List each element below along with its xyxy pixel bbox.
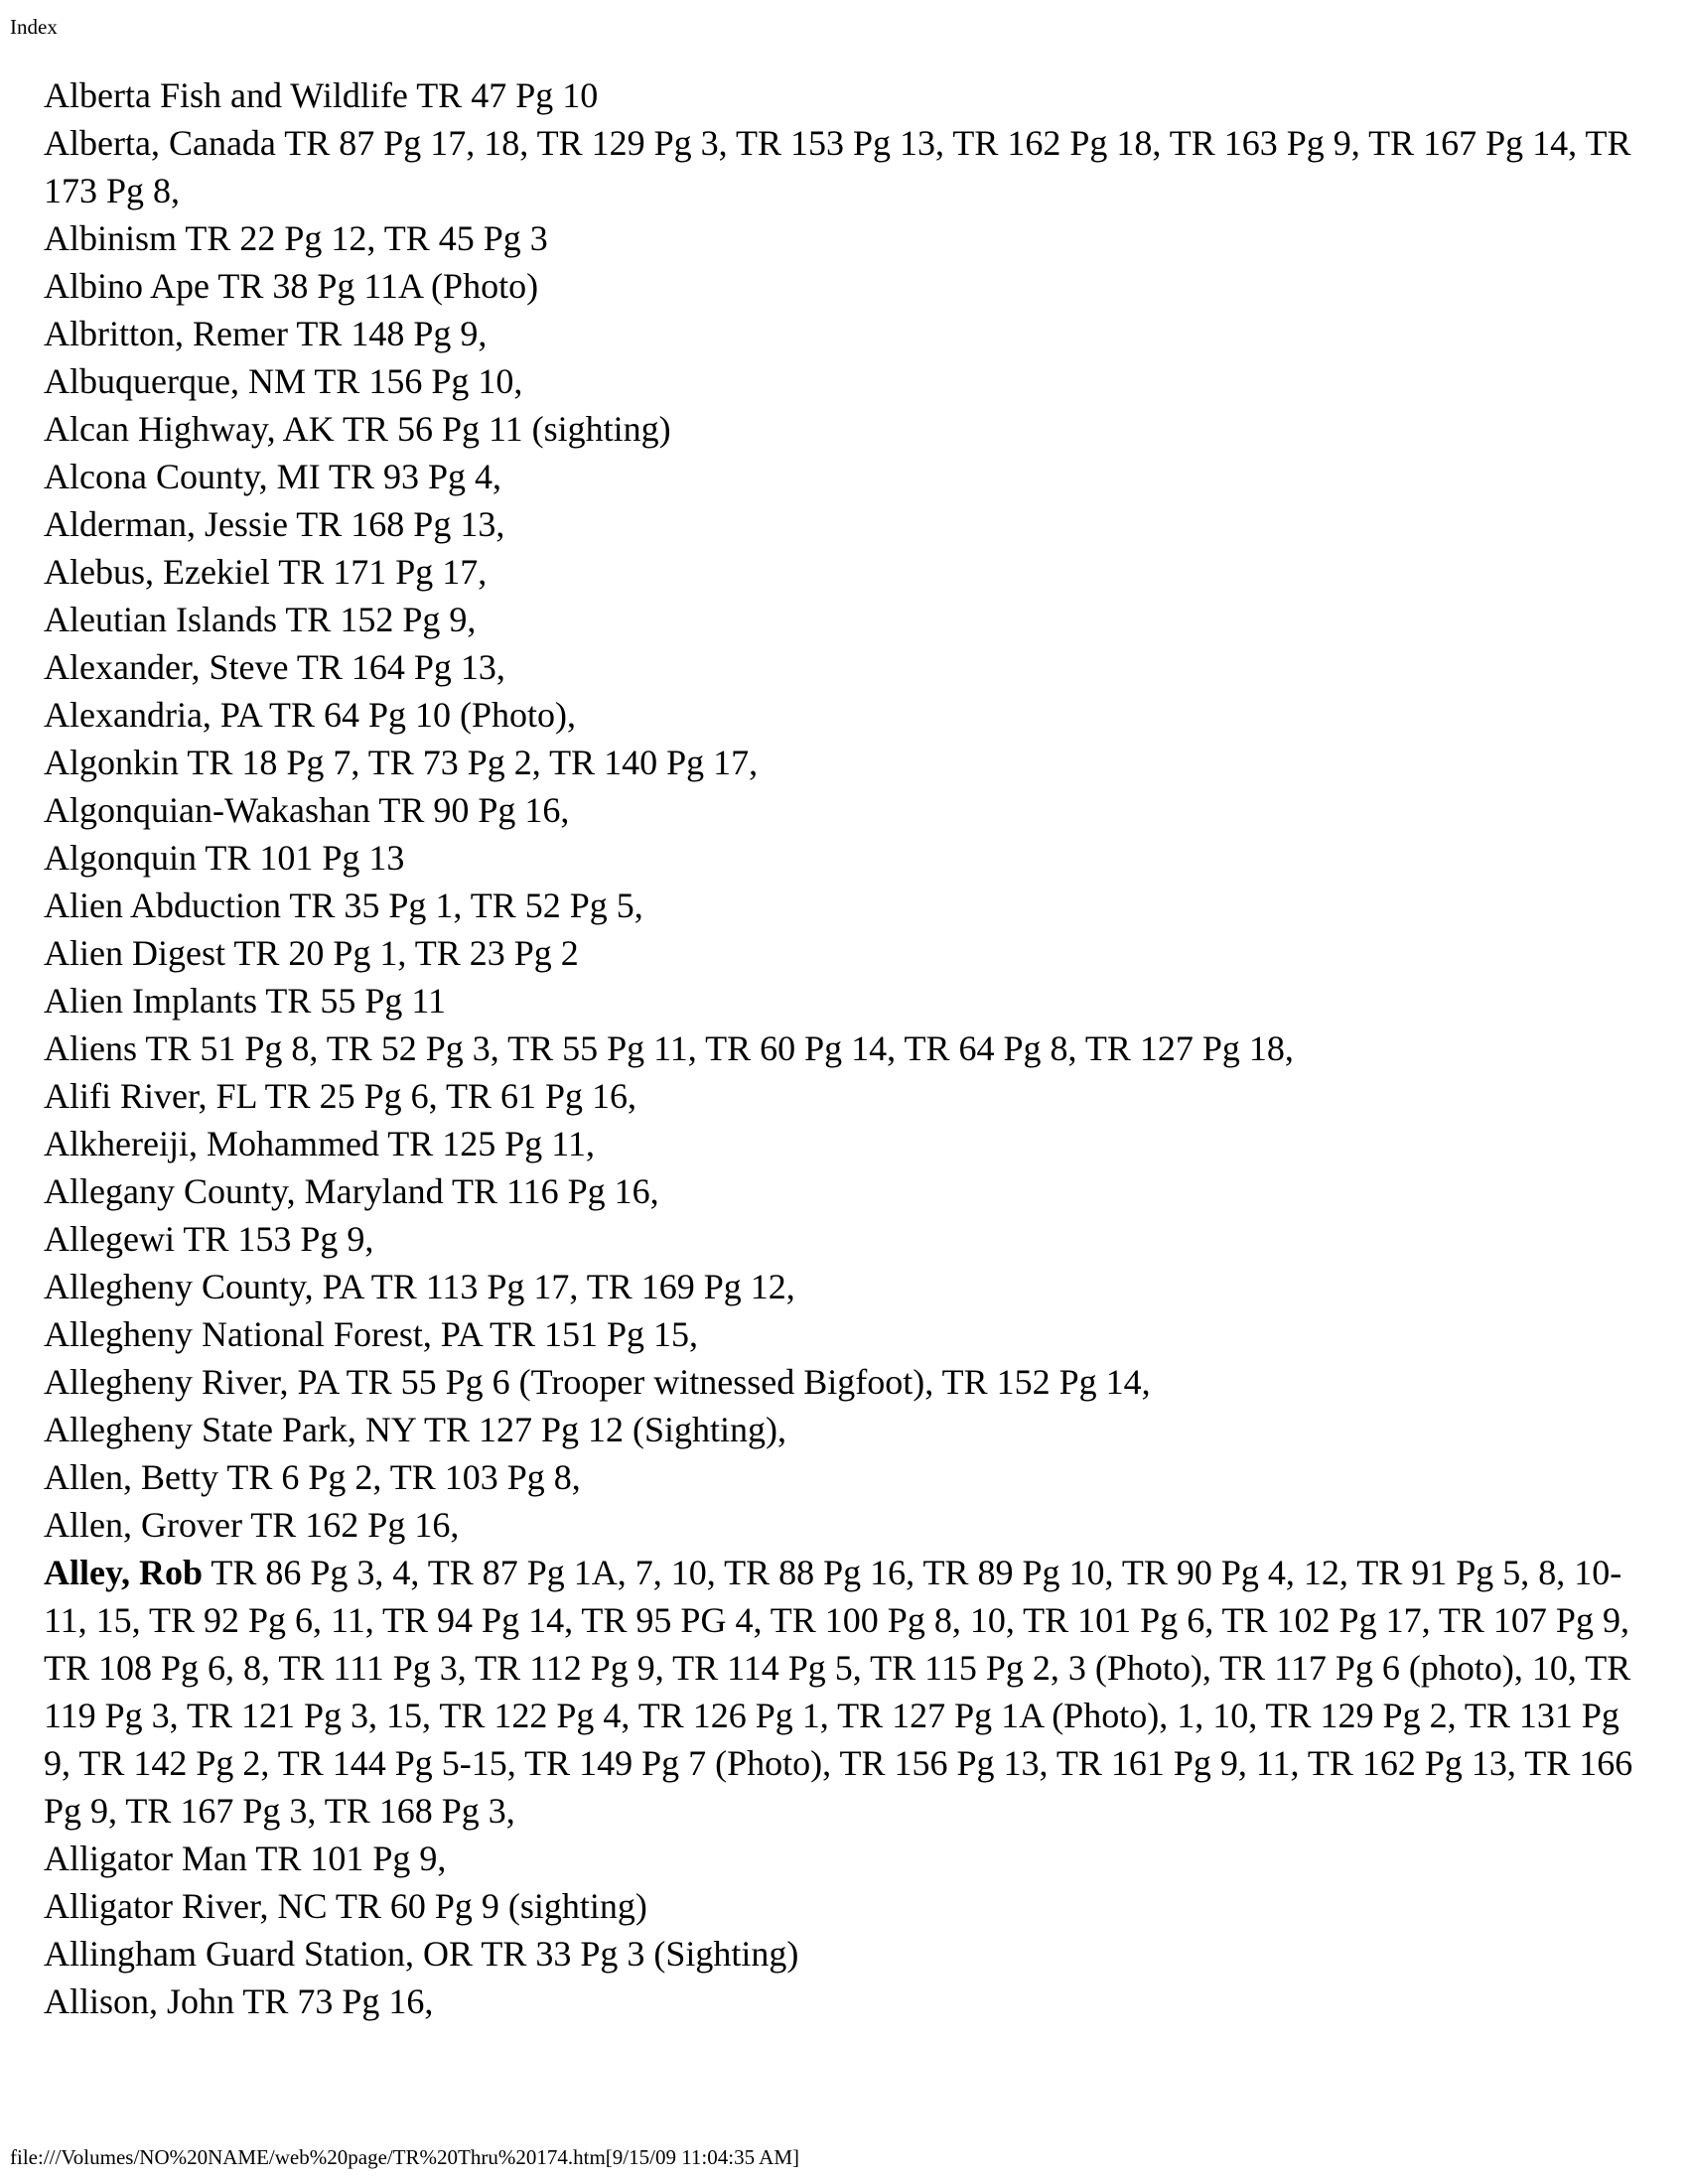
entry-refs: TR 56 Pg 11 (sighting) <box>342 409 671 449</box>
entry-term: Alifi River, FL <box>44 1076 257 1116</box>
entry-term: Alligator Man <box>44 1839 247 1878</box>
page-footer-url: file:///Volumes/NO%20NAME/web%20page/TR%20Thru%20174.htm[9/15/09 11:04:35 AM] <box>10 2145 800 2169</box>
index-entry <box>44 1835 1642 1882</box>
index-entry-alley-rob <box>44 1549 1642 1835</box>
index-entry <box>44 977 1642 1024</box>
index-entry <box>44 119 1642 214</box>
entry-term: Allegewi <box>44 1219 175 1259</box>
index-entry <box>44 1406 1642 1453</box>
entry-refs: TR 151 Pg 15, <box>490 1314 699 1354</box>
index-entry <box>44 1072 1642 1120</box>
entry-term: Alien Abduction <box>44 886 281 925</box>
entry-term: Albritton, Remer <box>44 314 288 353</box>
index-entry <box>44 882 1642 929</box>
index-entry <box>44 1978 1642 2025</box>
entry-term: Algonkin <box>44 743 180 782</box>
entry-refs: TR 87 Pg 17, 18, TR 129 Pg 3, TR 153 Pg 13, TR 162 Pg 18, TR 163 Pg 9, TR 167 Pg 14, TR 173 Pg 8, <box>44 123 1631 210</box>
entry-term: Allingham Guard Station, OR <box>44 1934 473 1974</box>
index-entry <box>44 1310 1642 1358</box>
entry-term: Albuquerque, NM <box>44 361 306 401</box>
entry-refs: TR 148 Pg 9, <box>296 314 488 353</box>
index-entry <box>44 1358 1642 1406</box>
entry-term: Allegheny National Forest, PA <box>44 1314 482 1354</box>
entry-term: Aliens <box>44 1028 137 1068</box>
entry-term: Alberta, Canada <box>44 123 276 163</box>
index-list <box>44 71 1642 2025</box>
entry-term: Allegheny County, PA <box>44 1267 363 1306</box>
entry-refs: TR 168 Pg 13, <box>296 504 505 544</box>
entry-refs: TR 64 Pg 10 (Photo), <box>269 695 577 735</box>
entry-refs: TR 125 Pg 11, <box>387 1124 595 1163</box>
index-entry <box>44 1501 1642 1549</box>
index-entry <box>44 548 1642 596</box>
entry-refs: TR 101 Pg 13 <box>205 838 405 878</box>
index-entry <box>44 1263 1642 1310</box>
entry-term: Algonquian-Wakashan <box>44 790 371 830</box>
entry-term: Alberta Fish and Wildlife <box>44 75 408 115</box>
index-entry <box>44 1215 1642 1263</box>
index-entry <box>44 1453 1642 1501</box>
entry-term: Algonquin <box>44 838 198 878</box>
index-entry <box>44 1120 1642 1167</box>
index-entry <box>44 1167 1642 1215</box>
entry-term: Aleutian Islands <box>44 600 277 639</box>
entry-refs: TR 60 Pg 9 (sighting) <box>335 1886 647 1926</box>
entry-refs: TR 55 Pg 11 <box>265 981 447 1021</box>
entry-refs: TR 38 Pg 11A (Photo) <box>217 266 539 306</box>
entry-term: Allen, Grover <box>44 1505 242 1545</box>
entry-refs: TR 47 Pg 10 <box>416 75 599 115</box>
entry-refs: TR 152 Pg 9, <box>285 600 477 639</box>
entry-term: Albinism <box>44 218 178 258</box>
index-entry <box>44 500 1642 548</box>
index-entry <box>44 596 1642 643</box>
entry-term: Albino Ape <box>44 266 210 306</box>
entry-refs: TR 18 Pg 7, TR 73 Pg 2, TR 140 Pg 17, <box>187 743 759 782</box>
index-entry <box>44 786 1642 834</box>
entry-refs: TR 113 Pg 17, TR 169 Pg 12, <box>370 1267 795 1306</box>
index-entry <box>44 691 1642 739</box>
entry-term: Alley, Rob <box>44 1553 204 1592</box>
index-entry <box>44 1882 1642 1930</box>
entry-refs: TR 25 Pg 6, TR 61 Pg 16, <box>264 1076 636 1116</box>
entry-refs: TR 162 Pg 16, <box>250 1505 460 1545</box>
entry-refs: TR 116 Pg 16, <box>451 1171 659 1211</box>
entry-term: Alcona County, MI <box>44 457 321 496</box>
entry-term: Alderman, Jessie <box>44 504 288 544</box>
entry-refs: TR 164 Pg 13, <box>296 647 505 687</box>
entry-term: Allegheny River, PA <box>44 1362 339 1402</box>
index-entry <box>44 1930 1642 1978</box>
page-header-title: Index <box>10 15 58 39</box>
entry-refs: TR 51 Pg 8, TR 52 Pg 3, TR 55 Pg 11, TR 60 Pg 14, TR 64 Pg 8, TR 127 Pg 18, <box>145 1028 1294 1068</box>
entry-term: Allegany County, Maryland <box>44 1171 444 1211</box>
index-entry <box>44 214 1642 262</box>
index-entry <box>44 739 1642 786</box>
index-entry <box>44 929 1642 977</box>
entry-refs: TR 156 Pg 10, <box>314 361 523 401</box>
index-entry <box>44 357 1642 405</box>
entry-refs: TR 55 Pg 6 (Trooper witnessed Bigfoot), TR 152 Pg 14, <box>346 1362 1151 1402</box>
entry-term: Alkhereiji, Mohammed <box>44 1124 379 1163</box>
entry-term: Alexander, Steve <box>44 647 289 687</box>
entry-term: Alligator River, NC <box>44 1886 328 1926</box>
entry-term: Allison, John <box>44 1981 235 2021</box>
entry-refs: TR 73 Pg 16, <box>242 1981 434 2021</box>
entry-term: Allen, Betty <box>44 1457 218 1497</box>
entry-refs: TR 33 Pg 3 (Sighting) <box>481 1934 799 1974</box>
entry-refs: TR 35 Pg 1, TR 52 Pg 5, <box>289 886 643 925</box>
index-entry <box>44 310 1642 357</box>
entry-refs: TR 171 Pg 17, <box>278 552 488 592</box>
index-entry <box>44 71 1642 119</box>
entry-term: Alebus, Ezekiel <box>44 552 270 592</box>
index-entry <box>44 834 1642 882</box>
entry-refs: TR 101 Pg 9, <box>255 1839 447 1878</box>
index-entry <box>44 453 1642 500</box>
entry-refs: TR 153 Pg 9, <box>183 1219 374 1259</box>
index-entry <box>44 262 1642 310</box>
entry-refs: TR 127 Pg 12 (Sighting), <box>423 1410 786 1449</box>
index-entry <box>44 643 1642 691</box>
entry-term: Alexandria, PA <box>44 695 261 735</box>
entry-refs: TR 6 Pg 2, TR 103 Pg 8, <box>226 1457 581 1497</box>
entry-refs: TR 86 Pg 3, 4, TR 87 Pg 1A, 7, 10, TR 88 Pg 16, TR 89 Pg 10, TR 90 Pg 4, 12, TR 91 Pg 5, 8, 10-11, 15, TR 92 Pg 6, 11, TR 94 Pg 14, TR 95 PG 4, TR 100 Pg 8, 10, TR 101 Pg 6, TR 102 Pg 17, TR 107 Pg 9, TR 108 Pg 6, 8, TR 111 Pg 3, TR 112 Pg 9, TR 114 Pg 5, TR 115 Pg 2, 3 (Photo), TR 117 Pg 6 (photo), 10, TR 119 Pg 3, TR 121 Pg 3, 15, TR 122 Pg 4, TR 126 Pg 1, TR 127 Pg 1A (Photo), 1, 10, TR 129 Pg 2, TR 131 Pg 9, TR 142 Pg 2, TR 144 Pg 5-15, TR 149 Pg 7 (Photo), TR 156 Pg 13, TR 161 Pg 9, 11, TR 162 Pg 13, TR 166 Pg 9, TR 167 Pg 3, TR 168 Pg 3, <box>44 1553 1633 1831</box>
entry-term: Alcan Highway, AK <box>44 409 335 449</box>
entry-term: Allegheny State Park, NY <box>44 1410 416 1449</box>
entry-refs: TR 22 Pg 12, TR 45 Pg 3 <box>185 218 548 258</box>
entry-refs: TR 90 Pg 16, <box>378 790 570 830</box>
entry-refs: TR 20 Pg 1, TR 23 Pg 2 <box>233 933 579 973</box>
entry-term: Alien Digest <box>44 933 225 973</box>
entry-term: Alien Implants <box>44 981 257 1021</box>
entry-refs: TR 93 Pg 4, <box>329 457 502 496</box>
index-entry <box>44 1024 1642 1072</box>
index-entry <box>44 405 1642 453</box>
